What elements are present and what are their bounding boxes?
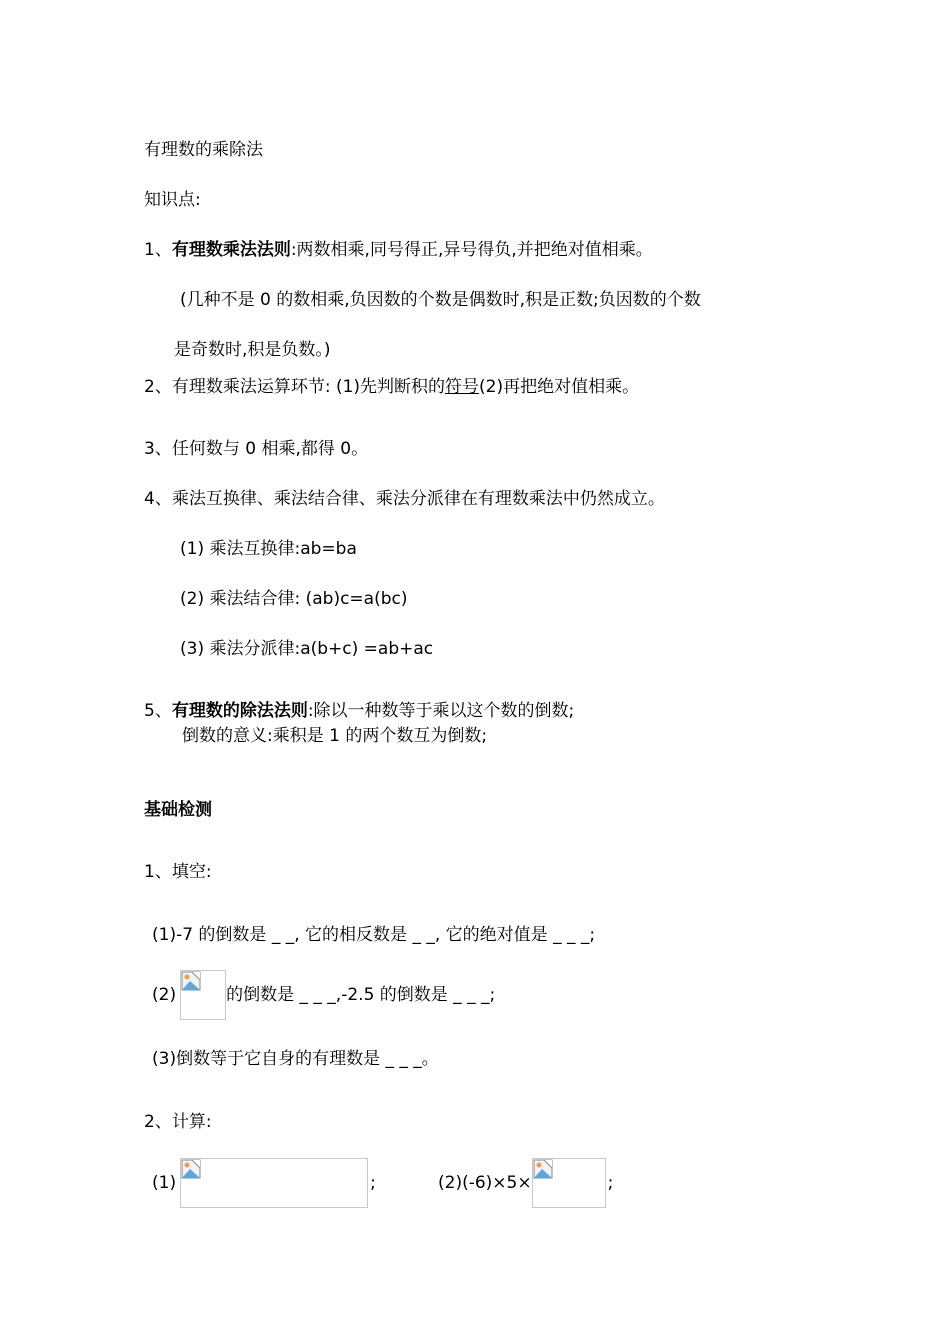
question-2-2-suffix: ; [607,1172,614,1193]
rule-5-number: 5、 [144,701,172,721]
rule-2-text-b: (2)再把绝对值相乘。 [479,377,640,397]
rule-5-title: 有理数的除法法则 [171,701,308,721]
question-2-1-suffix: ; [370,1172,376,1193]
question-1-2-prefix: (2) [152,984,177,1005]
question-1-3: (3)倒数等于它自身的有理数是 _ _ _。 [152,1049,439,1069]
rule-4-item-2: (2) 乘法结合律: (ab)c=a(bc) [180,589,408,609]
rule-1-note-line2: 是奇数时,积是负数。) [174,340,331,360]
section-heading-basic: 基础检测 [144,800,212,820]
rule-1-note-line1: (几种不是 0 的数相乘,负因数的个数是偶数时,积是正数;负因数的个数 [180,290,701,310]
question-2-2-prefix: (2)(-6)×5× [438,1172,532,1193]
rule-2 [144,377,639,397]
rule-3: 3、任何数与 0 相乘,都得 0。 [144,439,369,459]
knowledge-label: 知识点: [144,190,201,210]
rule-1-title: 有理数乘法法则 [171,240,291,260]
rule-2-text-a: 2、有理数乘法运算环节: (1)先判断积的 [144,377,446,397]
question-2-1-prefix: (1) [152,1172,177,1193]
question-2-1 [152,1158,376,1208]
question-1-2-suffix: 的倒数是 _ _ _,-2.5 的倒数是 _ _ _; [226,984,496,1005]
rule-5-note: 倒数的意义:乘积是 1 的两个数互为倒数; [182,726,488,746]
question-2-label: 2、计算: [144,1112,212,1132]
rule-1-number: 1、 [144,240,172,260]
rule-4-item-3: (3) 乘法分派律:a(b+c) =ab+ac [180,639,434,659]
rule-5-text: :除以一种数等于乘以这个数的倒数; [307,701,575,721]
broken-image-icon [532,1158,606,1208]
rule-4: 4、乘法互换律、乘法结合律、乘法分派律在有理数乘法中仍然成立。 [144,489,665,509]
rule-4-item-1: (1) 乘法互换律:ab=ba [180,539,357,559]
rule-1-text: :两数相乘,同号得正,异号得负,并把绝对值相乘。 [290,240,653,260]
question-1-1: (1)-7 的倒数是 _ _, 它的相反数是 _ _, 它的绝对值是 _ _ _; [152,925,596,945]
document-title: 有理数的乘除法 [144,140,263,160]
rule-2-underlined: 符号 [445,377,480,397]
rule-1 [144,240,653,260]
broken-image-icon [180,1158,368,1208]
question-1-label: 1、填空: [144,862,212,882]
rule-5 [144,701,574,721]
question-1-2 [152,970,495,1020]
broken-image-icon [180,970,226,1020]
question-2-2 [438,1158,613,1208]
